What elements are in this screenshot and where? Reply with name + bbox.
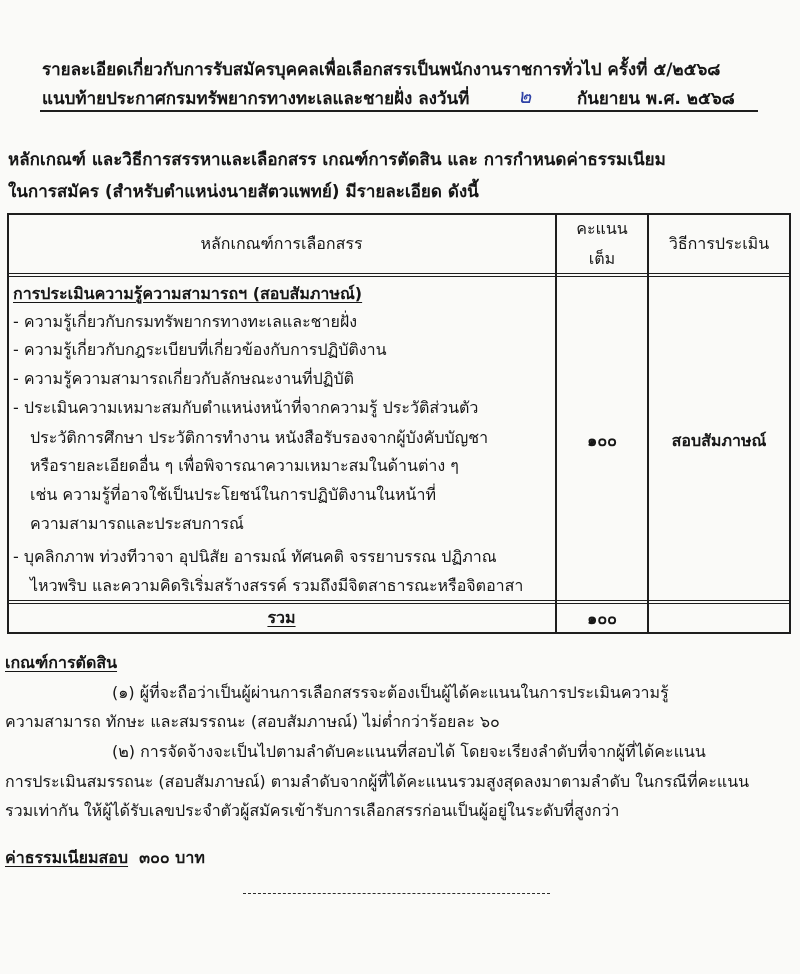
intro-line: ในการสมัคร (สำหรับตำแหน่งนายสัตวแพทย์) มีรายละเอียด ดังนี้: [8, 182, 479, 202]
decision-item-line: (๑) ผู้ที่จะถือว่าเป็นผู้ผ่านการเลือกสรรจะต้องเป็นผู้ได้คะแนนในการประเมินความรู้: [112, 683, 669, 702]
total-score: ๑๐๐: [587, 609, 617, 628]
criteria-line: เช่น ความรู้ที่อาจใช้เป็นประโยชน์ในการปฏิบัติงานในหน้าที่: [30, 485, 436, 504]
decision-item-line: การประเมินสมรรถนะ (สอบสัมภาษณ์) ตามลำดับจากผู้ที่ได้คะแนนรวมสูงสุดลงมาตามลำดับ ในกรณีที่คะแนน: [5, 772, 750, 791]
criteria-line: - บุคลิกภาพ ท่วงทีวาจา อุปนิสัย อารมณ์ ทัศนคติ จรรยาบรรณ ปฏิภาณ: [13, 547, 497, 566]
intro-line: หลักเกณฑ์ และวิธีการสรรหาและเลือกสรร เกณฑ์การตัดสิน และ การกำหนดค่าธรรมเนียม: [8, 150, 666, 170]
exam-fee-value: ๓๐๐ บาท: [139, 848, 205, 867]
table-border-bottom: [7, 632, 791, 634]
decision-heading: เกณฑ์การตัดสิน: [5, 653, 118, 672]
header-title-line1: รายละเอียดเกี่ยวกับการรับสมัครบุคคลเพื่อเลือกสรรเป็นพนักงานราชการทั่วไป ครั้งที่ ๕/๒๕๖๘: [42, 60, 721, 80]
table-total-divider: [7, 600, 791, 601]
row-method: สอบสัมภาษณ์: [671, 431, 767, 450]
criteria-line: ไหวพริบ และความคิดริเริ่มสร้างสรรค์ รวมถึงมีจิตสาธารณะหรือจิตอาสา: [30, 576, 524, 595]
header-title-line2-prefix: แนบท้ายประกาศกรมทรัพยากรทางทะเลและชายฝั่ง ลงวันที่: [42, 89, 470, 109]
criteria-line: - ประเมินความเหมาะสมกับตำแหน่งหน้าที่จากความรู้ ประวัติส่วนตัว: [13, 398, 479, 417]
decision-item-line: ความสามารถ ทักษะ และสมรรถนะ (สอบสัมภาษณ์) ไม่ต่ำกว่าร้อยละ ๖๐: [5, 712, 500, 731]
handwritten-date-day: ๒: [518, 84, 532, 108]
row-score: ๑๐๐: [587, 431, 617, 450]
column-header-method: วิธีการประเมิน: [668, 234, 770, 253]
column-header-full-score: คะแนน: [576, 219, 628, 238]
total-label: รวม: [267, 608, 296, 627]
column-header-full-score: เต็ม: [588, 249, 616, 268]
criteria-line: - ความรู้ความสามารถเกี่ยวกับลักษณะงานที่ปฏิบัติ: [13, 369, 355, 388]
closing-dashed-line: [243, 893, 550, 894]
exam-fee: [5, 844, 405, 872]
table-border-top: [7, 213, 791, 215]
row-title: การประเมินความรู้ความสามารถฯ (สอบสัมภาษณ์): [13, 284, 363, 303]
table-header-divider: [7, 273, 791, 274]
table-header-divider: [7, 276, 791, 277]
decision-item-line: (๒) การจัดจ้างจะเป็นไปตามลำดับคะแนนที่สอบได้ โดยจะเรียงลำดับที่จากผู้ที่ได้คะแนน: [112, 742, 706, 761]
header-title-line2-suffix: กันยายน พ.ศ. ๒๕๖๘: [577, 89, 735, 109]
criteria-line: ความสามารถและประสบการณ์: [30, 514, 244, 533]
column-header-criteria: หลักเกณฑ์การเลือกสรร: [200, 234, 363, 253]
exam-fee-label: ค่าธรรมเนียมสอบ: [5, 848, 129, 867]
criteria-line: - ความรู้เกี่ยวกับกรมทรัพยากรทางทะเลและชายฝั่ง: [13, 312, 358, 331]
criteria-line: - ความรู้เกี่ยวกับกฎระเบียบที่เกี่ยวข้องกับการปฏิบัติงาน: [13, 340, 387, 359]
header-underline: [40, 110, 758, 112]
criteria-line: หรือรายละเอียดอื่น ๆ เพื่อพิจารณาความเหมาะสมในด้านต่าง ๆ: [30, 456, 459, 475]
criteria-line: ประวัติการศึกษา ประวัติการทำงาน หนังสือรับรองจากผู้บังคับบัญชา: [30, 428, 489, 447]
decision-item-line: รวมเท่ากัน ให้ผู้ได้รับเลขประจำตัวผู้สมัครเข้ารับการเลือกสรรก่อนเป็นผู้อยู่ในระดับที่สูงกว่า: [5, 801, 620, 820]
